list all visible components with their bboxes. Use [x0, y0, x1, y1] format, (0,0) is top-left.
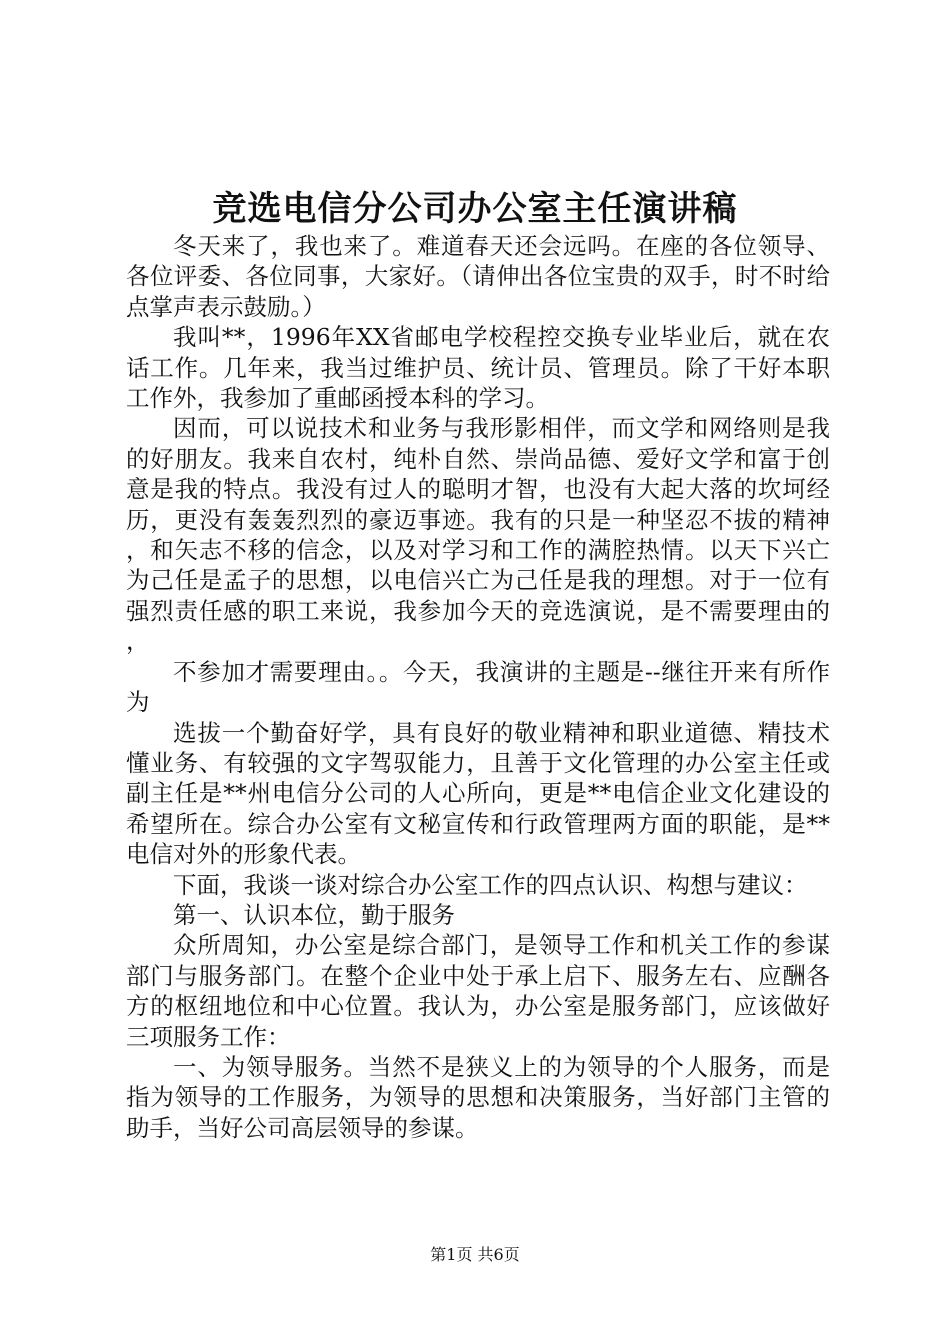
page-footer: 第1页 共6页 — [430, 1245, 520, 1264]
paragraph-personal-traits: 因而，可以说技术和业务与我形影相伴，而文学和网络则是我的好朋友。我来自农村，纯朴自然、崇尚品德、爱好文学和富于创意是我的特点。我没有过人的聪明才智，也没有大起大落的坎坷经历，更没有轰轰烈烈的豪迈事迹。我有的只是一种坚忍不拔的精神，和矢志不移的信念，以及对学习和工作的满腔热情。以天下兴亡为己任是孟子的思想，以电信兴亡为己任是我的理想。对于一位有强烈责任感的职工来说，我参加今天的竞选演说，是不需要理由的， — [126, 414, 830, 656]
section-heading-first: 第一、认识本位，勤于服务 — [173, 900, 455, 929]
paragraph-office-role: 众所周知，办公室是综合部门，是领导工作和机关工作的参谋部门与服务部门。在整个企业中处于承上启下、服务左右、应酬各方的枢纽地位和中心位置。我认为，办公室是服务部门，应该做好三项服务工作： — [126, 931, 830, 1051]
paragraph-self-introduction: 我叫**，1996年XX省邮电学校程控交换专业毕业后，就在农话工作。几年来，我当过维护员、统计员、管理员。除了干好本职工作外，我参加了重邮函授本科的学习。 — [126, 323, 830, 413]
document-title: 竞选电信分公司办公室主任演讲稿 — [212, 189, 738, 229]
paragraph-four-points-intro: 下面，我谈一谈对综合办公室工作的四点认识、构想与建议： — [173, 870, 808, 899]
document-body — [126, 231, 830, 1143]
paragraph-greeting: 冬天来了，我也来了。难道春天还会远吗。在座的各位领导、各位评委、各位同事，大家好。（请伸出各位宝贵的双手，时不时给点掌声表示鼓励。） — [126, 232, 830, 321]
paragraph-selection-criteria: 选拔一个勤奋好学，具有良好的敬业精神和职业道德、精技术懂业务、有较强的文字驾驭能力，且善于文化管理的办公室主任或副主任是**州电信分公司的人心所向，更是**电信企业文化建设的希望所在。综合办公室有文秘宣传和行政管理两方面的职能，是**电信对外的形象代表。 — [126, 718, 830, 869]
paragraph-speech-theme: 不参加才需要理由。。今天，我演讲的主题是--继往开来有所作为 — [126, 657, 830, 717]
paragraph-serve-leaders: 一、为领导服务。当然不是狭义上的为领导的个人服务，而是指为领导的工作服务，为领导的思想和决策服务，当好部门主管的助手，当好公司高层领导的参谋。 — [126, 1052, 830, 1142]
